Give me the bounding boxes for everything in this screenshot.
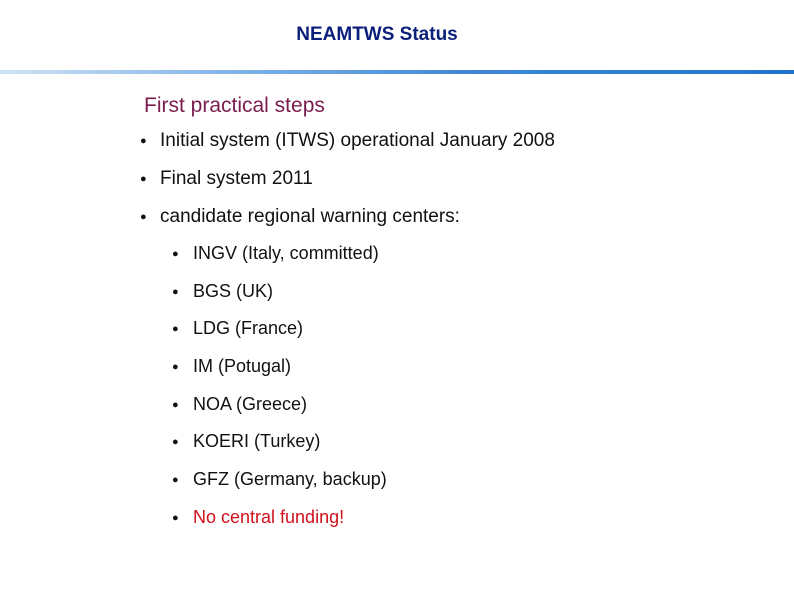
center-text: LDG (France) bbox=[193, 318, 304, 339]
slide-title: NEAMTWS Status bbox=[296, 24, 458, 45]
bullet-icon: ● bbox=[172, 361, 179, 374]
bullet-icon: ● bbox=[172, 474, 179, 487]
bullet-icon: ● bbox=[172, 436, 179, 449]
bullet-icon: ● bbox=[140, 211, 147, 223]
center-text: KOERI (Turkey) bbox=[193, 431, 321, 452]
bullet-icon: ● bbox=[140, 173, 147, 185]
funding-warning-text: No central funding! bbox=[193, 506, 345, 527]
bullet-icon: ● bbox=[172, 323, 179, 336]
center-text: INGV (Italy, committed) bbox=[193, 243, 379, 263]
bullet-icon: ● bbox=[172, 285, 179, 298]
header-divider bbox=[0, 70, 794, 74]
slide-subtitle: First practical steps bbox=[144, 94, 325, 117]
bullet-icon: ● bbox=[172, 511, 179, 524]
center-text: GFZ (Germany, backup) bbox=[193, 469, 387, 490]
center-text: IM (Potugal) bbox=[193, 356, 292, 377]
bullet-icon: ● bbox=[172, 398, 179, 411]
list-item-text: candidate regional warning centers: bbox=[160, 206, 460, 227]
list-item-text: Initial system (ITWS) operational January 2008 bbox=[160, 130, 555, 151]
bullet-icon: ● bbox=[140, 135, 147, 147]
bullet-icon: ● bbox=[172, 248, 179, 260]
list-item-text: Final system 2011 bbox=[160, 168, 313, 189]
center-text: NOA (Greece) bbox=[193, 393, 308, 414]
center-text: BGS (UK) bbox=[193, 280, 274, 301]
